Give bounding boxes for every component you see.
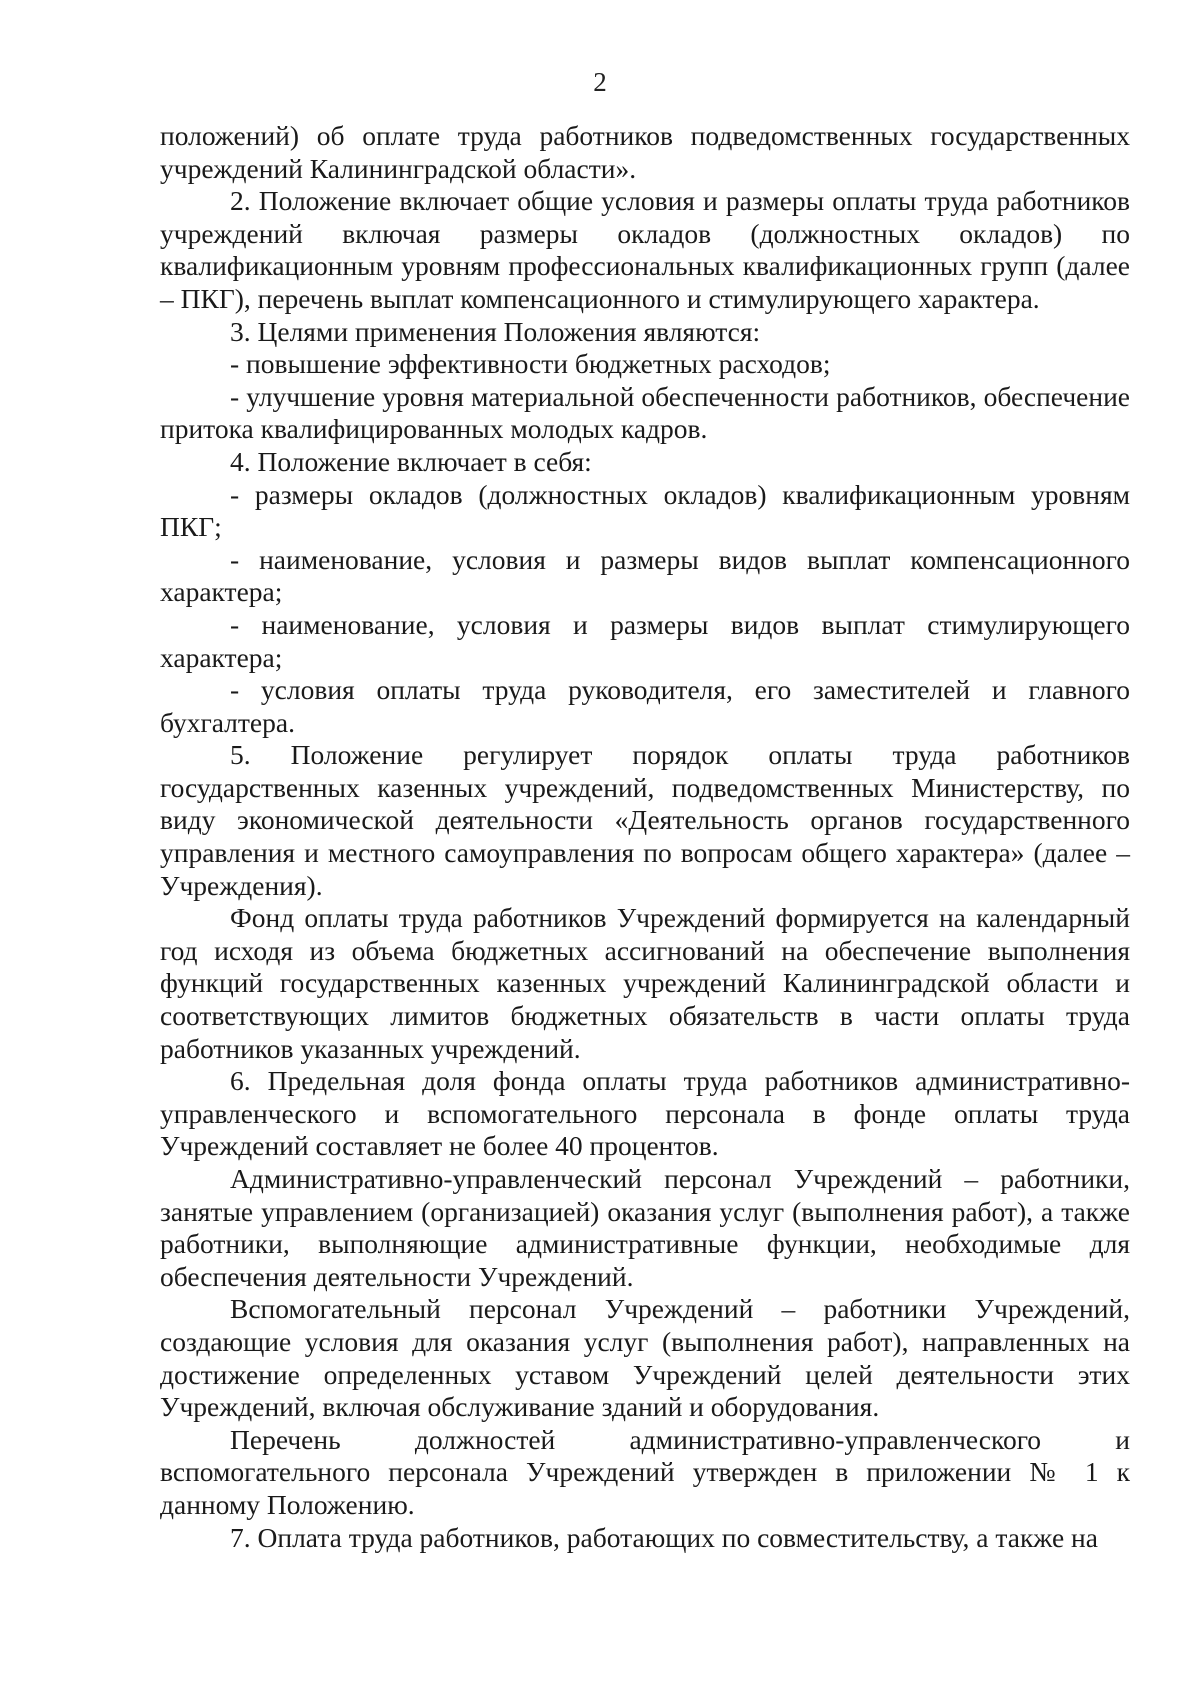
paragraph-item-6: 6. Предельная доля фонда оплаты труда работников административно-управленческого и вспомогательного персонала в фонде оплаты труда Учреждений составляет не более 40 процентов.	[160, 1065, 1130, 1162]
list-item-content-3: - наименование, условия и размеры видов выплат стимулирующего характера;	[160, 608, 1130, 673]
paragraph-admin-staff: Административно-управленческий персонал Учреждений – работники, занятые управлением (организацией) оказания услуг (выполнения работ), а также работники, выполняющие административные функции, необходимые для обеспечения деятельности Учреждений.	[160, 1163, 1130, 1292]
list-item-content-2: - наименование, условия и размеры видов выплат компенсационного характера;	[160, 543, 1130, 608]
paragraph-item-4: 4. Положение включает в себя:	[230, 445, 592, 477]
list-item-goal-2: - улучшение уровня материальной обеспеченности работников, обеспечение притока квалифицированных молодых кадров.	[160, 380, 1130, 445]
page-number: 2	[593, 67, 607, 97]
list-item-goal-1: - повышение эффективности бюджетных расходов;	[230, 348, 831, 380]
paragraph-item-3: 3. Целями применения Положения являются:	[230, 315, 761, 347]
paragraph-item-2: 2. Положение включает общие условия и размеры оплаты труда работников учреждений включая размеры окладов (должностных окладов) по квалификационным уровням профессиональных квалификационных групп (далее – ПКГ), перечень выплат компенсационного и стимулирующего характера.	[160, 185, 1130, 314]
paragraph-item-5: 5. Положение регулирует порядок оплаты труда работников государственных казенных учреждений, подведомственных Министерству, по виду экономической деятельности «Деятельность органов государственного управления и местного самоуправления по вопросам общего характера» (далее – Учреждения).	[160, 739, 1130, 901]
paragraph-wage-fund: Фонд оплаты труда работников Учреждений формируется на календарный год исходя из объема бюджетных ассигнований на обеспечение выполнения функций государственных казенных учреждений Калининградской области и соответствующих лимитов бюджетных обязательств в части оплаты труда работников указанных учреждений.	[160, 902, 1130, 1064]
list-item-content-1: - размеры окладов (должностных окладов) квалификационным уровням ПКГ;	[160, 478, 1130, 543]
paragraph-support-staff: Вспомогательный персонал Учреждений – работники Учреждений, создающие условия для оказания услуг (выполнения работ), направленных на достижение определенных уставом Учреждений целей деятельности этих Учреждений, включая обслуживание зданий и оборудования.	[160, 1293, 1130, 1423]
list-item-content-4: - условия оплаты труда руководителя, его заместителей и главного бухгалтера.	[160, 674, 1130, 738]
paragraph-positions-list: Перечень должностей административно-управленческого и вспомогательного персонала Учреждений утвержден в приложении № 1 к данному Положению.	[160, 1423, 1130, 1520]
paragraph-item-7: 7. Оплата труда работников, работающих по совместительству, а также на	[230, 1521, 1098, 1553]
document-body	[160, 120, 1130, 1554]
paragraph-intro-continuation: положений) об оплате труда работников подведомственных государственных учреждений Калининградской области».	[160, 120, 1130, 184]
